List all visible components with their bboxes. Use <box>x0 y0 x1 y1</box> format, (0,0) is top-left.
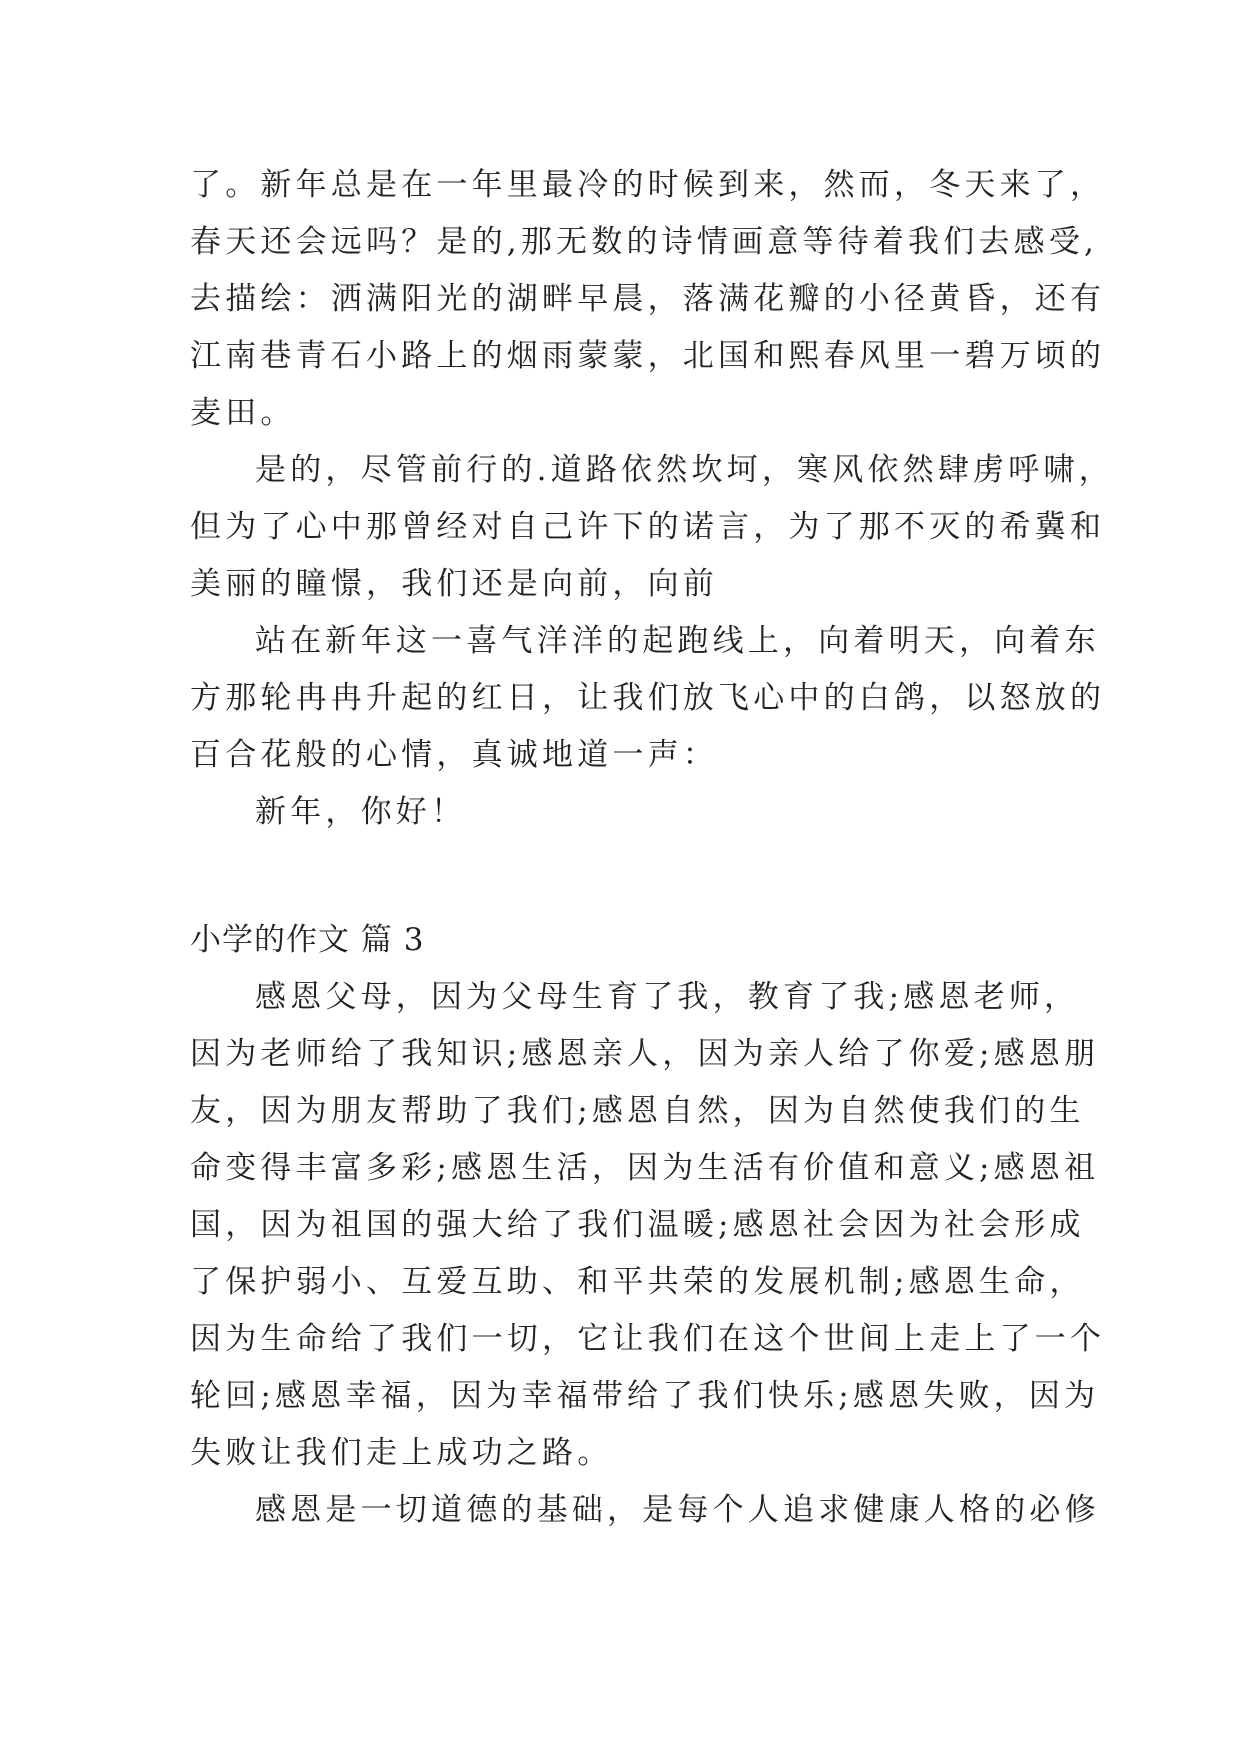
text-line: 感恩父母，因为父母生育了我，教育了我;感恩老师， <box>255 979 1080 1015</box>
section-heading: 小学的作文 篇 3 <box>190 922 425 958</box>
text-line: 感恩是一切道德的基础，是每个人追求健康人格的必修 <box>255 1492 1100 1528</box>
text-line: 百合花般的心情，真诚地道一声： <box>190 737 718 773</box>
text-line: 了。新年总是在一年里最冷的时候到来，然而，冬天来了， <box>190 167 1106 203</box>
text-line: 失败让我们走上成功之路。 <box>190 1435 613 1471</box>
text-line: 因为生命给了我们一切，它让我们在这个世间上走上了一个 <box>190 1321 1106 1357</box>
text-line: 是的，尽管前行的.道路依然坎坷，寒风依然肆虏呼啸， <box>255 452 1114 488</box>
text-line: 了保护弱小、互爱互助、和平共荣的发展机制;感恩生命， <box>190 1264 1085 1300</box>
text-line: 友，因为朋友帮助了我们;感恩自然，因为自然使我们的生 <box>190 1093 1085 1129</box>
text-line: 江南巷青石小路上的烟雨蒙蒙，北国和熙春风里一碧万顷的 <box>190 338 1106 374</box>
text-line: 去描绘：洒满阳光的湖畔早晨，落满花瓣的小径黄昏，还有 <box>190 281 1106 317</box>
text-line: 方那轮冉冉升起的红日，让我们放飞心中的白鸽，以怒放的 <box>190 680 1106 716</box>
text-line: 命变得丰富多彩;感恩生活，因为生活有价值和意义;感恩祖 <box>190 1150 1100 1186</box>
text-line: 麦田。 <box>190 395 296 431</box>
text-line: 站在新年这一喜气洋洋的起跑线上，向着明天，向着东 <box>255 623 1100 659</box>
text-line: 因为老师给了我知识;感恩亲人，因为亲人给了你爱;感恩朋 <box>190 1036 1100 1072</box>
text-line: 新年，你好！ <box>255 794 467 830</box>
text-line: 轮回;感恩幸福，因为幸福带给了我们快乐;感恩失败，因为 <box>190 1378 1100 1414</box>
text-line: 美丽的瞳憬，我们还是向前，向前 <box>190 566 718 602</box>
text-line: 但为了心中那曾经对自己许下的诺言，为了那不灭的希冀和 <box>190 509 1106 545</box>
text-line: 春天还会远吗？是的,那无数的诗情画意等待着我们去感受, <box>190 224 1099 260</box>
text-line: 国，因为祖国的强大给了我们温暖;感恩社会因为社会形成 <box>190 1207 1085 1243</box>
